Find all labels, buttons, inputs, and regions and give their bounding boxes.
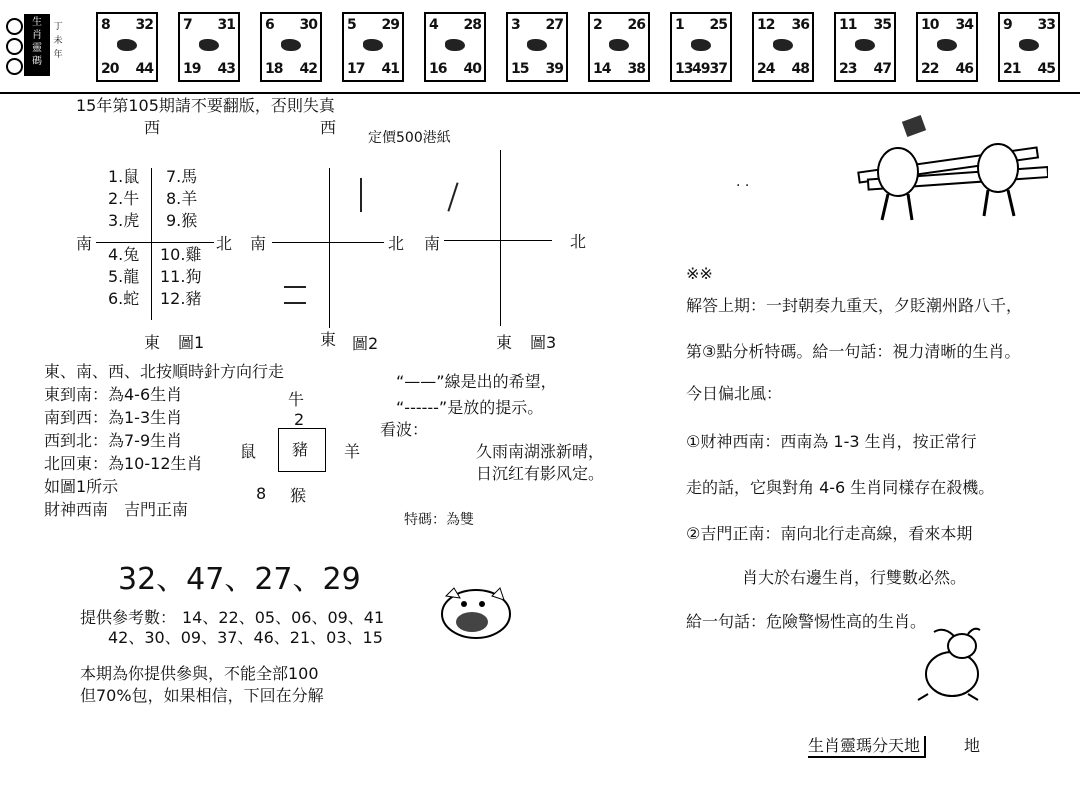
card-number: 39 <box>545 61 563 77</box>
note-line-1: 本期為你提供參與，不能全部100 <box>80 664 319 683</box>
card-number: 40 <box>463 61 481 77</box>
card-number: 31 <box>217 17 235 33</box>
cross-right: 羊 <box>344 442 361 461</box>
card-number: 23 <box>839 61 857 77</box>
card-number: 36 <box>791 17 809 33</box>
card-number: 14 <box>593 61 611 77</box>
zodiac-silhouette-icon <box>773 39 793 51</box>
card-number: 26 <box>627 17 645 33</box>
fig2-north: 北 <box>388 234 405 253</box>
zodiac-silhouette-icon <box>855 39 875 51</box>
analysis-5: 給一句話：危險警惕性高的生肖。 <box>686 612 927 631</box>
card-number: 33 <box>1037 17 1055 33</box>
card-number: 27 <box>545 17 563 33</box>
answer-line-2: 第③點分析特碼。給一句話：視力清晰的生肖。 <box>686 342 1021 361</box>
kanbo-line-1: 久雨南湖涨新晴， <box>476 442 605 461</box>
zodiac-card <box>834 12 896 82</box>
note-line-2: 但70%包，如果相信，下回在分解 <box>80 686 324 705</box>
cross-left: 鼠 <box>240 442 257 461</box>
rules-block: 東、南、西、北按順時針方向行走 東到南：為4-6生肖 南到西：為1-3生肖 西到北：為7-9生肖 北回東：為10-12生肖 如圖1所示 財神西南 吉門正南 <box>44 362 285 519</box>
today-wind: 今日偏北風： <box>686 384 783 403</box>
fig3-horizontal-line <box>444 240 552 241</box>
card-number: 4937 <box>692 61 727 77</box>
cross-top: 牛 <box>288 390 305 409</box>
header-divider <box>0 92 1080 94</box>
cross-bottom-number: 8 <box>256 484 267 503</box>
kanbo-label: 看波： <box>380 420 429 439</box>
pig-cartoon-icon <box>432 584 520 646</box>
fig1-south: 南 <box>76 234 93 253</box>
binder-hole <box>6 18 23 35</box>
zodiac-group-3: 4.兔 5.龍 6.蛇 <box>108 245 140 308</box>
analysis-2: 走的話，它與對角 4-6 生肖同樣存在殺機。 <box>686 478 995 497</box>
card-number: 15 <box>511 61 529 77</box>
cross-bottom: 猴 <box>290 486 307 505</box>
fig3-south: 南 <box>424 234 441 253</box>
zodiac-card <box>670 12 732 82</box>
binder-hole <box>6 58 23 75</box>
footer-tail: 地 <box>964 736 981 755</box>
card-number: 12 <box>757 17 775 33</box>
card-number: 19 <box>183 61 201 77</box>
binder-hole <box>6 38 23 55</box>
cross-top-number: 2 <box>294 410 305 429</box>
rabbit-cartoon-icon <box>904 626 988 706</box>
answer-line-1: 解答上期：一封朝奏九重天，夕貶潮州路八千， <box>686 296 1023 315</box>
card-number: 28 <box>463 17 481 33</box>
zodiac-silhouette-icon <box>1019 39 1039 51</box>
zodiac-silhouette-icon <box>609 39 629 51</box>
card-number: 43 <box>217 61 235 77</box>
year-label: 丁 未 年 <box>53 22 63 60</box>
legend-dashed: “------”是放的提示。 <box>396 398 544 417</box>
card-number: 46 <box>955 61 973 77</box>
footer-title: 生肖靈瑪分天地 <box>808 736 926 758</box>
kanbo-line-2: 日沉红有影风定。 <box>476 464 605 483</box>
card-number: 13 <box>675 61 693 77</box>
tigers-carrying-cartoon-icon <box>848 112 1048 230</box>
fig3-caption: 圖3 <box>530 333 557 352</box>
card-number: 17 <box>347 61 365 77</box>
zodiac-card <box>342 12 404 82</box>
card-number: 7 <box>183 17 192 33</box>
fig2-solid-mark <box>284 286 306 288</box>
fig2-horizontal-line <box>272 242 384 243</box>
card-number: 24 <box>757 61 775 77</box>
fig1-east: 東 <box>144 333 161 352</box>
card-number: 25 <box>709 17 727 33</box>
card-number: 11 <box>839 17 857 33</box>
card-number: 9 <box>1003 17 1012 33</box>
fig3-north: 北 <box>570 232 587 251</box>
fig3-east: 東 <box>496 333 513 352</box>
card-number: 16 <box>429 61 447 77</box>
card-number: 38 <box>627 61 645 77</box>
card-number: 41 <box>381 61 399 77</box>
fig1-caption: 圖1 <box>178 333 205 352</box>
legend-solid: “——”線是出的希望， <box>396 372 557 391</box>
analysis-1: ①财神西南：西南為 1-3 生肖，按正常行 <box>686 432 977 451</box>
dots: · · <box>736 178 750 194</box>
card-number: 20 <box>101 61 119 77</box>
card-number: 18 <box>265 61 283 77</box>
zodiac-card <box>588 12 650 82</box>
card-number: 8 <box>101 17 110 33</box>
issue-line: 15年第105期請不要翻版，否則失真 <box>76 96 335 115</box>
card-number: 47 <box>873 61 891 77</box>
ref-numbers-row-2: 42、30、09、37、46、21、03、15 <box>108 628 383 647</box>
fig1-horizontal-line <box>96 242 214 243</box>
analysis-3: ②吉門正南：南向北行走高線，看來本期 <box>686 524 973 543</box>
fig2-south: 南 <box>250 234 267 253</box>
fig2-vertical-line <box>329 168 330 328</box>
card-number: 5 <box>347 17 356 33</box>
fig2-caption: 圖2 <box>352 334 379 353</box>
zodiac-header <box>0 0 1080 92</box>
zodiac-silhouette-icon <box>117 39 137 51</box>
zodiac-silhouette-icon <box>527 39 547 51</box>
card-number: 2 <box>593 17 602 33</box>
zodiac-group-1: 1.鼠 2.牛 3.虎 <box>108 167 140 230</box>
ref-numbers-row-1: 14、22、05、06、09、41 <box>182 608 385 627</box>
card-number: 34 <box>955 17 973 33</box>
card-number: 42 <box>299 61 317 77</box>
fig1-west: 西 <box>144 118 161 137</box>
zodiac-silhouette-icon <box>445 39 465 51</box>
zodiac-silhouette-icon <box>691 39 711 51</box>
fig1-vertical-line <box>151 168 152 320</box>
card-number: 35 <box>873 17 891 33</box>
card-number: 22 <box>921 61 939 77</box>
zodiac-card <box>506 12 568 82</box>
card-number: 1 <box>675 17 684 33</box>
fig2-solid-mark <box>360 178 362 212</box>
zodiac-card <box>998 12 1060 82</box>
zodiac-card <box>96 12 158 82</box>
fig2-west: 西 <box>320 118 337 137</box>
zodiac-card <box>178 12 240 82</box>
card-number: 32 <box>135 17 153 33</box>
card-number: 4 <box>429 17 438 33</box>
zodiac-silhouette-icon <box>281 39 301 51</box>
fig2-solid-mark <box>284 302 306 304</box>
zodiac-silhouette-icon <box>199 39 219 51</box>
ref-numbers-label: 提供參考數： <box>80 608 177 627</box>
price-label: 定價500港紙 <box>368 130 451 146</box>
card-number: 29 <box>381 17 399 33</box>
analysis-4: 肖大於右邊生肖，行雙數必然。 <box>742 568 967 587</box>
brand-label: 生 肖 靈 碼 <box>24 14 50 76</box>
card-number: 45 <box>1037 61 1055 77</box>
fig1-north: 北 <box>216 234 233 253</box>
marks: ※※ <box>686 264 713 283</box>
card-number: 48 <box>791 61 809 77</box>
zodiac-card <box>916 12 978 82</box>
zodiac-group-2: 7.馬 8.羊 9.猴 <box>166 167 198 230</box>
card-number: 44 <box>135 61 153 77</box>
zodiac-silhouette-icon <box>363 39 383 51</box>
fig2-east: 東 <box>320 330 337 349</box>
zodiac-silhouette-icon <box>937 39 957 51</box>
fig3-solid-mark <box>447 182 458 211</box>
fig3-vertical-line <box>500 150 501 326</box>
special-code: 特碼：為雙 <box>404 512 474 528</box>
cross-center: 豬 <box>292 440 309 459</box>
featured-numbers: 32、47、27、29 <box>118 562 361 597</box>
zodiac-card <box>752 12 814 82</box>
zodiac-card <box>424 12 486 82</box>
card-number: 30 <box>299 17 317 33</box>
card-number: 21 <box>1003 61 1021 77</box>
zodiac-card <box>260 12 322 82</box>
card-number: 10 <box>921 17 939 33</box>
card-number: 3 <box>511 17 520 33</box>
zodiac-group-4: 10.雞 11.狗 12.豬 <box>160 245 202 308</box>
card-number: 6 <box>265 17 274 33</box>
